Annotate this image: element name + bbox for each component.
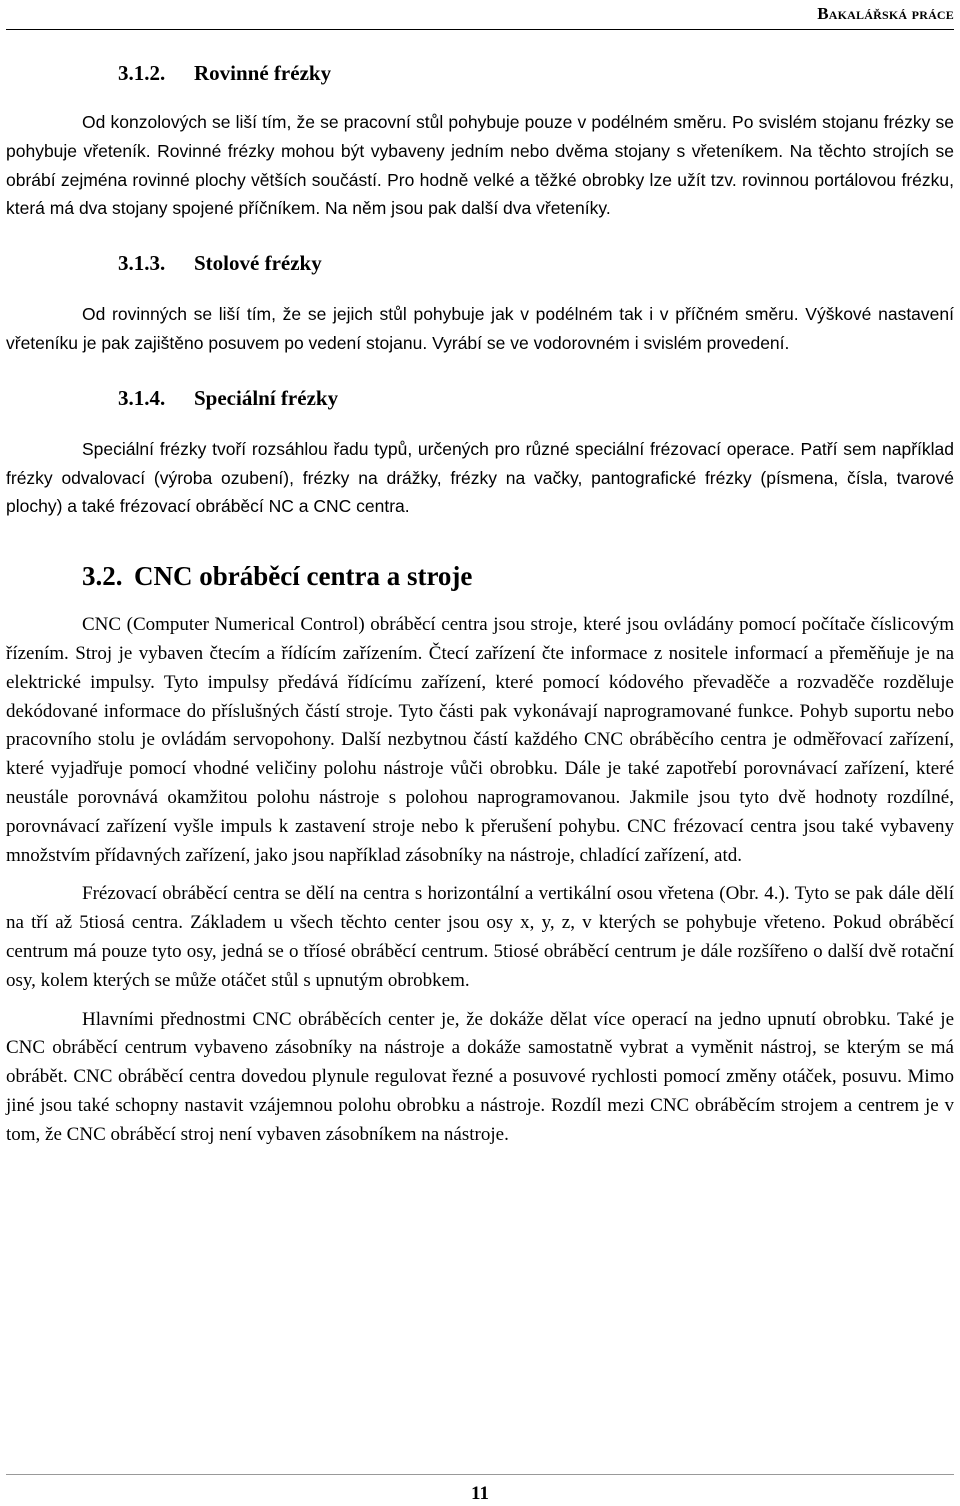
footer-divider xyxy=(6,1474,954,1475)
paragraph: CNC (Computer Numerical Control) obráběcí centra jsou stroje, které jsou ovládány pomocí počítače číslicovým řízením. Stroj je vybaven čtecím a řídícím zařízením. Čtecí zařízení čte informace z nositele informací a přeměňuje je na elektrické impulsy. Tyto impulsy předává řídícímu zařízení, které pomocí kódového převaděče a rozvaděče rozděluje dekódované informace do příslušných částí stroje. Tyto části pak vykonávají naprogramované funkce. Pohyb suportu nebo pracovního stolu je ovládám servopohony. Další nezbytnou částí každého CNC obráběcího centra je odměřovací zařízení, které vyjadřuje pomocí vhodné veličiny polohu nástroje vůči obrobku. Dále je také zapotřebí porovnávací zařízení, které neustále porovnává okamžitou polohu nástroje s polohou naprogramovanou. Jakmile jsou tyto dvě hodnoty rozdílné, porovnávací zařízení vyšle impuls k zastavení stroje nebo k přerušení pohybu. CNC frézovací centra jsou také vybaveny množstvím přídavných zařízení, jako jsou například zásobníky na nástroje, chladící zařízení, atd. xyxy=(6,614,954,866)
section-number: 3.1.4. xyxy=(118,385,166,410)
section-number: 3.1.2. xyxy=(118,61,166,85)
paragraph: Hlavními přednostmi CNC obráběcích center je, že dokáže dělat více operací na jedno upnutí obrobku. Také je CNC obráběcí centrum vybaveno zásobníky na nástroje a dokáže samostatně vybrat a vyměnit nástroj, se kterým se má obrábět. CNC obráběcí centra dovedou plynule regulovat řezné a posuvové rychlosti pomocí změny otáček, posuvu. Mimo jiné jsou také schopny nastavit vzájemnou polohu obrobku a nástroje. Rozdíl mezi CNC obráběcím strojem a centrem je v tom, že CNC obráběcí stroj není vybaven zásobníkem na nástroje. xyxy=(6,1008,954,1145)
paragraph: Speciální frézky tvoří rozsáhlou řadu typů, určených pro různé speciální frézovací operace. Patří sem například frézky odvalovací (výroba ozubení), frézky na drážky, frézky na vačky, pantografické frézky (písmena, čísla, tvarové plochy) a také frézovací obráběcí NC a CNC centra. xyxy=(6,438,954,517)
section-heading-3-2 xyxy=(6,559,954,593)
header-title: Bakalářská práce xyxy=(817,4,954,23)
section-number: 3.1.3. xyxy=(118,251,166,276)
section-heading-3-1-2 xyxy=(6,58,954,88)
section-heading-3-1-3 xyxy=(6,248,954,278)
section-title: Rovinné frézky xyxy=(194,61,332,85)
section-title: Stolové frézky xyxy=(194,251,322,276)
paragraph: Od rovinných se liší tím, že se jejich stůl pohybuje jak v podélném tak i v příčném směru. Výškové nastavení vřeteníku je pak zajištěno posuvem po vedení stojanu. Vyrábí se ve vodorovném i svislém provedení. xyxy=(6,304,954,353)
page-number: 11 xyxy=(471,1483,489,1504)
page-content xyxy=(6,58,954,1150)
section-title: Speciální frézky xyxy=(194,385,339,410)
section-heading-3-1-4 xyxy=(6,383,954,413)
section-number: 3.2. xyxy=(82,561,123,592)
page-header xyxy=(6,0,954,30)
paragraph: Frézovací obráběcí centra se dělí na centra s horizontální a vertikální osou vřetena (Obr. 4.). Tyto se pak dále dělí na tří až 5tiosá centra. Základem u všech těchto center jsou osy x, y, z, v kterých se pohybuje vřeteno. Pokud obráběcí centrum má pouze tyto osy, jedná se o tříosé obráběcí centrum. 5tiosé obráběcí centrum je dále rozšířeno o další dvě rotační osy, kolem kterých se může otáčet stůl s upnutým obrobkem. xyxy=(6,883,954,991)
paragraph: Od konzolových se liší tím, že se pracovní stůl pohybuje pouze v podélném směru. Po svislém stojanu frézky se pohybuje vřeteník. Rovinné frézky mohou být vybaveny jedním nebo dvěma stojany s vřeteníkem. Na těchto strojích se obrábí zejména rovinné plochy větších součástí. Pro hodně velké a těžké obrobky lze užít tzv. rovinnou portálovou frézku, která má dva stojany spojené příčníkem. Na něm jsou pak další dva vřeteníky. xyxy=(6,112,954,219)
section-title: CNC obráběcí centra a stroje xyxy=(134,561,473,592)
